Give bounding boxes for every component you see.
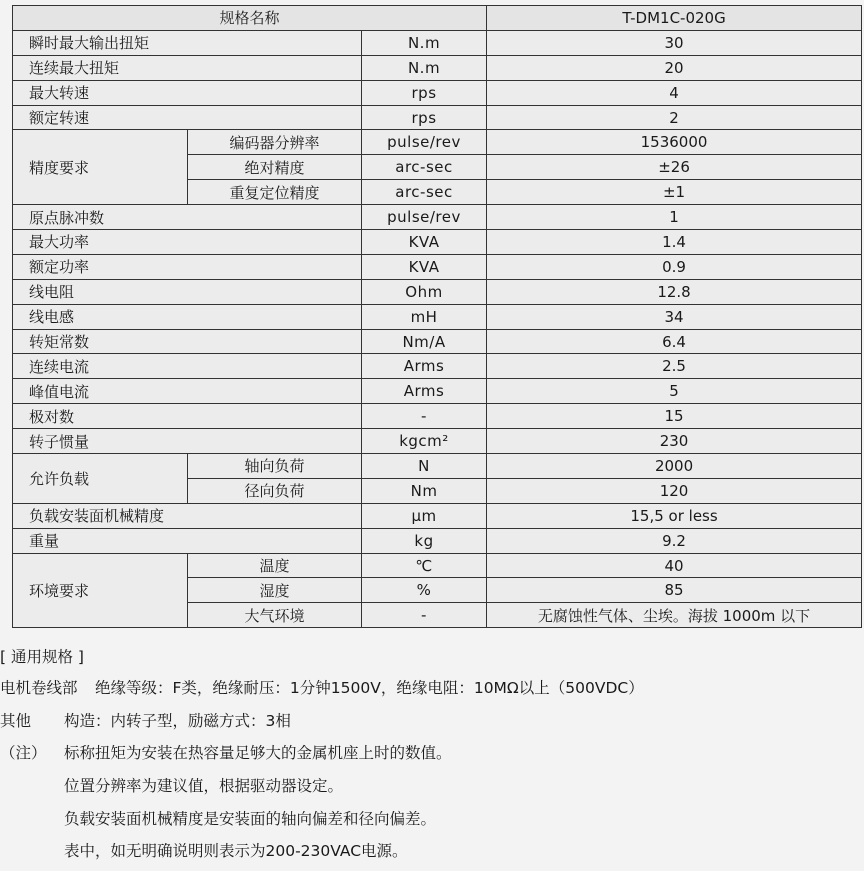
- table-header-row: [13, 6, 862, 31]
- spec-name: 最大转速: [13, 80, 362, 105]
- spec-value: 无腐蚀性气体、尘埃。海拔 1000m 以下: [487, 603, 862, 628]
- note-label: （注）: [0, 744, 47, 762]
- table-row: [13, 254, 862, 279]
- table-row: [13, 454, 862, 479]
- spec-value: 0.9: [487, 254, 862, 279]
- spec-sub-name: 温度: [188, 553, 362, 578]
- spec-unit: kgcm²: [362, 429, 487, 454]
- header-model: T-DM1C-020G: [487, 6, 862, 31]
- spec-unit: KVA: [362, 254, 487, 279]
- spec-value: 1536000: [487, 130, 862, 155]
- spec-unit: pulse/rev: [362, 130, 487, 155]
- spec-unit: Nm: [362, 478, 487, 503]
- spec-name: 线电阻: [13, 279, 362, 304]
- spec-name: 额定转速: [13, 105, 362, 130]
- note-text: 负载安装面机械精度是安装面的轴向偏差和径向偏差。: [64, 810, 437, 828]
- spec-unit: rps: [362, 105, 487, 130]
- spec-name: 重量: [13, 528, 362, 553]
- spec-value: 1: [487, 205, 862, 230]
- spec-sub-name: 径向负荷: [188, 478, 362, 503]
- spec-unit: -: [362, 404, 487, 429]
- spec-name: 峰值电流: [13, 379, 362, 404]
- table-row: [13, 55, 862, 80]
- spec-unit: arc-sec: [362, 155, 487, 180]
- table-row: [13, 503, 862, 528]
- spec-unit: N: [362, 454, 487, 479]
- table-row: [13, 304, 862, 329]
- table-row: [13, 379, 862, 404]
- spec-value: 1.4: [487, 230, 862, 255]
- spec-value: 30: [487, 30, 862, 55]
- spec-value: 4: [487, 80, 862, 105]
- spec-sub-name: 绝对精度: [188, 155, 362, 180]
- table-row: [13, 130, 862, 155]
- spec-name: 转子惯量: [13, 429, 362, 454]
- note-text: 位置分辨率为建议值，根据驱动器设定。: [64, 777, 344, 795]
- other-text: 构造：内转子型，励磁方式：3相: [64, 712, 291, 730]
- spec-value: 34: [487, 304, 862, 329]
- spec-unit: ℃: [362, 553, 487, 578]
- winding-text: 绝缘等级：F类，绝缘耐压：1分钟1500V，绝缘电阻：10MΩ以上（500VDC）: [95, 679, 644, 697]
- spec-table: [12, 5, 862, 628]
- spec-unit: Arms: [362, 379, 487, 404]
- table-row: [13, 329, 862, 354]
- spec-sub-name: 重复定位精度: [188, 180, 362, 205]
- spec-value: 2: [487, 105, 862, 130]
- table-row: [13, 404, 862, 429]
- spec-value: ±1: [487, 180, 862, 205]
- spec-name: 连续最大扭矩: [13, 55, 362, 80]
- note-text: 标称扭矩为安装在热容量足够大的金属机座上时的数值。: [64, 744, 452, 762]
- spec-value: 2000: [487, 454, 862, 479]
- spec-name: 转矩常数: [13, 329, 362, 354]
- spec-sub-name: 大气环境: [188, 603, 362, 628]
- other-label: 其他: [0, 712, 32, 730]
- table-row: [13, 354, 862, 379]
- spec-body: [13, 30, 862, 627]
- spec-sub-name: 编码器分辨率: [188, 130, 362, 155]
- table-row: [13, 528, 862, 553]
- spec-unit: KVA: [362, 230, 487, 255]
- notes-heading: [ 通用规格 ]: [0, 648, 84, 666]
- spec-name: 最大功率: [13, 230, 362, 255]
- spec-value: 15: [487, 404, 862, 429]
- spec-name: 极对数: [13, 404, 362, 429]
- spec-unit: pulse/rev: [362, 205, 487, 230]
- spec-value: ±26: [487, 155, 862, 180]
- spec-value: 5: [487, 379, 862, 404]
- spec-value: 2.5: [487, 354, 862, 379]
- spec-unit: -: [362, 603, 487, 628]
- spec-unit: arc-sec: [362, 180, 487, 205]
- spec-name: 额定功率: [13, 254, 362, 279]
- spec-sub-name: 轴向负荷: [188, 454, 362, 479]
- table-row: [13, 553, 862, 578]
- spec-value: 20: [487, 55, 862, 80]
- spec-sub-name: 湿度: [188, 578, 362, 603]
- table-row: [13, 279, 862, 304]
- spec-unit: N.m: [362, 55, 487, 80]
- spec-name: 连续电流: [13, 354, 362, 379]
- table-row: [13, 230, 862, 255]
- spec-group-name: 环境要求: [13, 553, 188, 628]
- spec-name: 原点脉冲数: [13, 205, 362, 230]
- table-row: [13, 105, 862, 130]
- spec-value: 40: [487, 553, 862, 578]
- spec-unit: Ohm: [362, 279, 487, 304]
- spec-group-name: 精度要求: [13, 130, 188, 205]
- spec-unit: rps: [362, 80, 487, 105]
- spec-unit: μm: [362, 503, 487, 528]
- spec-group-name: 允许负载: [13, 454, 188, 504]
- note-text: 表中，如无明确说明则表示为200-230VAC电源。: [64, 842, 408, 860]
- spec-value: 6.4: [487, 329, 862, 354]
- spec-name: 负载安装面机械精度: [13, 503, 362, 528]
- winding-label: 电机卷线部: [0, 679, 78, 697]
- spec-value: 120: [487, 478, 862, 503]
- spec-name: 线电感: [13, 304, 362, 329]
- spec-unit: N.m: [362, 30, 487, 55]
- table-row: [13, 205, 862, 230]
- spec-unit: mH: [362, 304, 487, 329]
- spec-value: 15,5 or less: [487, 503, 862, 528]
- spec-value: 230: [487, 429, 862, 454]
- table-row: [13, 80, 862, 105]
- table-row: [13, 30, 862, 55]
- spec-unit: Arms: [362, 354, 487, 379]
- header-spec-name: 规格名称: [13, 6, 487, 31]
- spec-value: 9.2: [487, 528, 862, 553]
- spec-value: 85: [487, 578, 862, 603]
- spec-value: 12.8: [487, 279, 862, 304]
- spec-name: 瞬时最大输出扭矩: [13, 30, 362, 55]
- spec-unit: %: [362, 578, 487, 603]
- table-row: [13, 429, 862, 454]
- spec-unit: Nm/A: [362, 329, 487, 354]
- spec-unit: kg: [362, 528, 487, 553]
